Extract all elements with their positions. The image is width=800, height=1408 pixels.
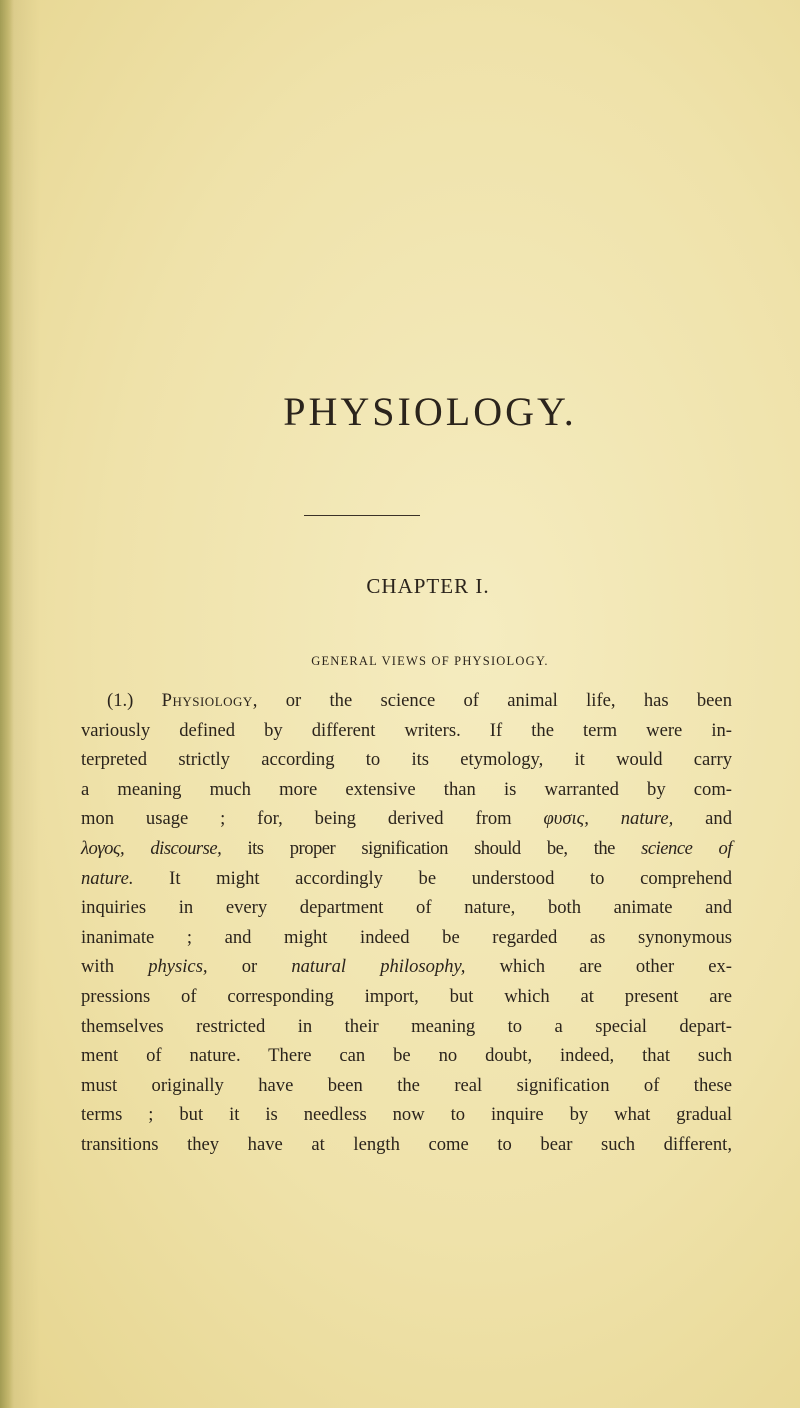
text-line: terpreted strictly according to its etymology, it would carry	[81, 749, 732, 771]
term-physics: physics,	[148, 956, 208, 978]
text-line: with physics, or natural philosophy, which are other ex-	[81, 956, 732, 978]
text-line: mon usage ; for, being derived from φυσις, nature, and	[81, 808, 733, 830]
text-line: inquiries in every department of nature, both animate and	[81, 897, 732, 919]
text-line: variously defined by different writers. If the term were in-	[81, 719, 732, 741]
text-line: a meaning much more extensive than is warranted by com-	[81, 778, 732, 800]
term-science-of: science of	[641, 837, 732, 859]
chapter-subheading: GENERAL VIEWS OF PHYSIOLOGY.	[311, 654, 549, 668]
term-nature: nature,	[620, 808, 674, 830]
page-spine-shadow	[0, 0, 14, 1408]
title-divider	[304, 515, 420, 516]
text-line: inanimate ; and might indeed be regarded as synonymous	[81, 926, 732, 948]
text-line: pressions of corresponding import, but which at present are	[81, 985, 732, 1007]
term-discourse: discourse,	[150, 837, 222, 859]
text-line: nature. It might accordingly be understood to comprehend	[81, 867, 732, 889]
chapter-heading: CHAPTER I.	[366, 574, 490, 598]
text-line: must originally have been the real signification of these	[81, 1074, 732, 1096]
body-paragraph	[81, 686, 732, 1160]
greek-word-logos: λογος,	[81, 837, 125, 859]
greek-word-physis: φυσις,	[543, 808, 589, 830]
term-natural-philosophy: natural philosophy,	[291, 956, 466, 978]
page-title: PHYSIOLOGY.	[283, 389, 577, 434]
text-line: themselves restricted in their meaning to a special depart-	[81, 1015, 732, 1037]
paragraph-number: (1.)	[107, 690, 134, 711]
text-line: terms ; but it is needless now to inquire by what gradual	[81, 1104, 732, 1126]
text-line: (1.) Physiology, or the science of animal life, has been	[107, 690, 732, 711]
text-line: transitions they have at length come to bear such different,	[81, 1133, 732, 1155]
text-line: ment of nature. There can be no doubt, indeed, that such	[81, 1045, 732, 1067]
text-line: λογος, discourse, its proper signification should be, the science of	[81, 837, 732, 859]
term-nature-end: nature.	[81, 867, 134, 889]
lead-term: Physiology	[161, 690, 253, 711]
